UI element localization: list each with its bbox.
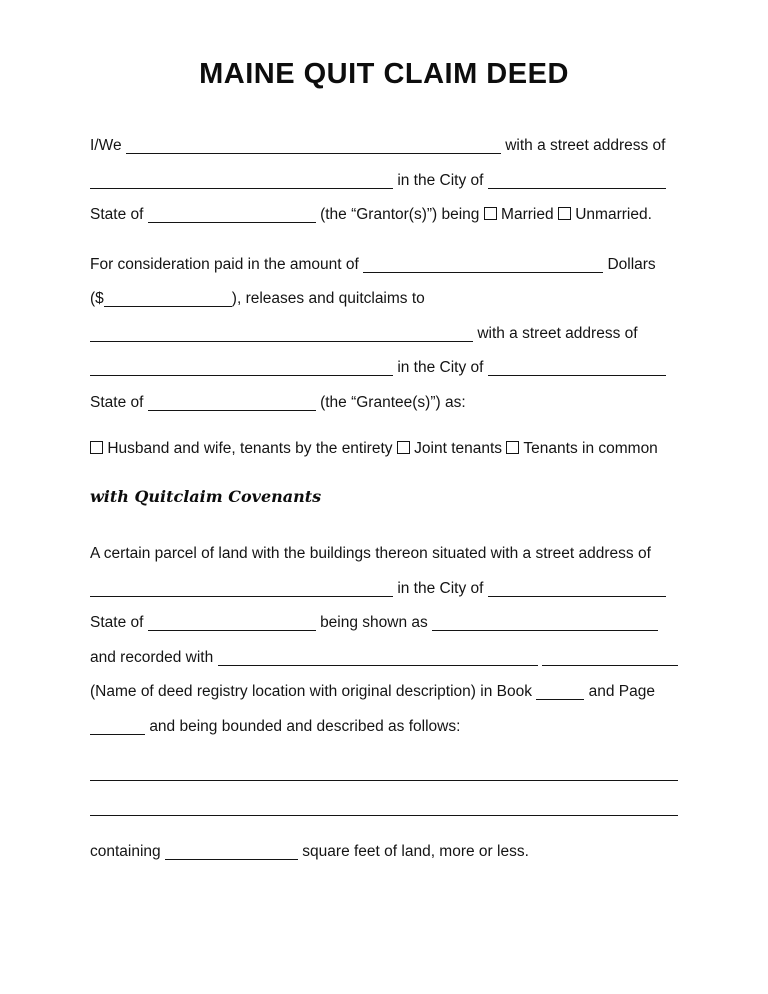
property-city-label: in the City of bbox=[397, 579, 484, 597]
page-number-blank[interactable] bbox=[90, 719, 145, 735]
covenant-line bbox=[90, 480, 678, 515]
unmarried-label: Unmarried. bbox=[575, 206, 652, 223]
grantee-street-address-blank[interactable] bbox=[90, 360, 393, 376]
square-feet-blank[interactable] bbox=[165, 844, 298, 860]
recorded-with-label: and recorded with bbox=[90, 648, 214, 666]
grantee-city-label: in the City of bbox=[397, 359, 484, 376]
property-street-address-blank[interactable] bbox=[90, 581, 393, 597]
grantee-state-blank[interactable] bbox=[148, 395, 316, 411]
iwe-label: I/We bbox=[90, 137, 122, 154]
grantor-city-blank[interactable] bbox=[488, 173, 666, 189]
property-city-blank[interactable] bbox=[488, 581, 666, 597]
grantor-street-suffix-label: with a street address of bbox=[505, 137, 666, 154]
amount-open-label: ($ bbox=[90, 290, 104, 307]
married-label: Married bbox=[501, 206, 554, 223]
grantor-line-3 bbox=[90, 198, 678, 233]
grantor-names-blank[interactable] bbox=[126, 138, 501, 154]
registry-name-blank-2[interactable] bbox=[542, 650, 678, 666]
grantor-paragraph bbox=[90, 129, 678, 233]
property-line-6 bbox=[90, 710, 678, 745]
property-line-3 bbox=[90, 606, 678, 641]
consideration-amount-words-blank[interactable] bbox=[363, 257, 603, 273]
quitclaim-covenants-label: with Quitclaim Covenants bbox=[90, 486, 322, 506]
grantee-line-3 bbox=[90, 386, 678, 421]
grantor-street-address-blank[interactable] bbox=[90, 173, 393, 189]
grantor-city-label: in the City of bbox=[397, 171, 484, 189]
grantor-being-label: (the “Grantor(s)”) being bbox=[320, 206, 480, 223]
consideration-intro-label: For consideration paid in the amount of bbox=[90, 255, 359, 273]
containing-label: containing bbox=[90, 843, 161, 860]
property-state-label: State of bbox=[90, 614, 144, 631]
consideration-line-1 bbox=[90, 248, 678, 283]
legal-description-blank-2[interactable] bbox=[90, 800, 678, 816]
grantee-city-blank[interactable] bbox=[488, 360, 666, 376]
document-title: MAINE QUIT CLAIM DEED bbox=[199, 58, 569, 90]
containing-line bbox=[90, 835, 678, 870]
property-line-2 bbox=[90, 572, 678, 607]
legal-description-lines bbox=[90, 756, 678, 825]
married-checkbox[interactable] bbox=[484, 207, 497, 220]
registry-name-blank[interactable] bbox=[218, 650, 538, 666]
grantee-state-label: State of bbox=[90, 393, 144, 411]
grantor-line-1 bbox=[90, 129, 678, 164]
joint-tenants-label: Joint tenants bbox=[414, 440, 503, 457]
grantee-line-2 bbox=[90, 351, 678, 386]
property-shown-as-blank[interactable] bbox=[432, 615, 658, 631]
releases-label: ), releases and quitclaims to bbox=[231, 290, 425, 307]
consideration-line-2 bbox=[90, 282, 678, 317]
husband-wife-entirety-checkbox[interactable] bbox=[90, 441, 103, 454]
registry-note-label: (Name of deed registry location with original description) in Book bbox=[90, 683, 532, 700]
property-line-4 bbox=[90, 641, 678, 676]
tenants-in-common-label: Tenants in common bbox=[523, 440, 658, 457]
tenancy-options-line bbox=[90, 432, 678, 467]
property-state-blank[interactable] bbox=[148, 615, 316, 631]
dollars-label: Dollars bbox=[607, 255, 656, 273]
bounded-label: and being bounded and described as follows: bbox=[149, 717, 461, 735]
grantor-line-2 bbox=[90, 164, 678, 199]
joint-tenants-checkbox[interactable] bbox=[397, 441, 410, 454]
legal-description-blank-1[interactable] bbox=[90, 765, 678, 781]
property-line-1 bbox=[90, 537, 678, 572]
square-feet-label: square feet of land, more or less. bbox=[302, 843, 529, 860]
unmarried-checkbox[interactable] bbox=[558, 207, 571, 220]
property-paragraph bbox=[90, 537, 678, 744]
shown-as-label: being shown as bbox=[320, 614, 428, 631]
consideration-paragraph bbox=[90, 248, 678, 421]
grantee-line-1 bbox=[90, 317, 678, 352]
consideration-amount-numeric-blank[interactable] bbox=[104, 291, 232, 307]
description-line-2 bbox=[90, 791, 678, 826]
husband-wife-entirety-label: Husband and wife, tenants by the entirety bbox=[107, 440, 393, 457]
grantee-names-blank[interactable] bbox=[90, 326, 473, 342]
tenants-in-common-checkbox[interactable] bbox=[506, 441, 519, 454]
description-line-1 bbox=[90, 756, 678, 791]
property-intro-label: A certain parcel of land with the buildings thereon situated with a street address of bbox=[90, 545, 651, 562]
grantee-as-label: (the “Grantee(s)”) as: bbox=[320, 393, 466, 411]
grantee-street-suffix-label: with a street address of bbox=[477, 324, 638, 342]
book-number-blank[interactable] bbox=[536, 684, 584, 700]
property-line-5 bbox=[90, 675, 678, 710]
and-page-label: and Page bbox=[588, 683, 655, 700]
grantor-state-blank[interactable] bbox=[148, 207, 316, 223]
grantor-state-label: State of bbox=[90, 206, 144, 223]
